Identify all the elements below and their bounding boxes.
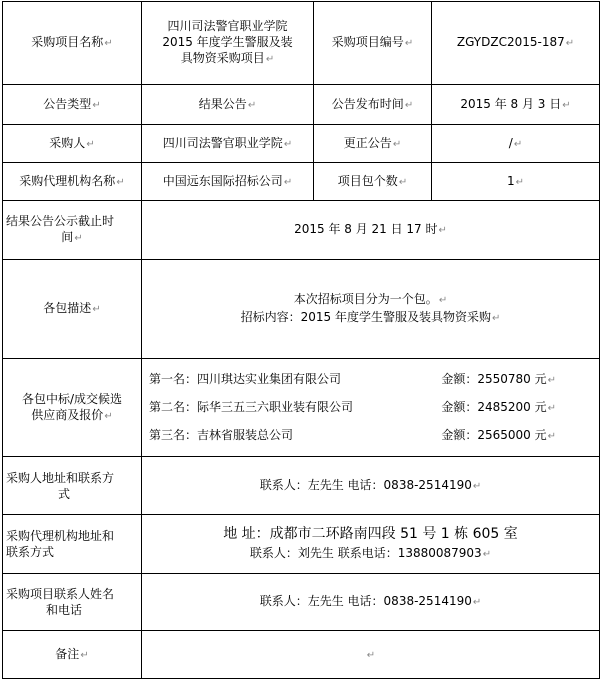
value-remarks: ↵ xyxy=(142,631,600,679)
row-candidates xyxy=(3,359,600,457)
label-package-count: 项目包个数↵ xyxy=(314,163,432,201)
value-agency-contact: 地 址：成都市二环路南四段 51 号 1 栋 605 室 联系人：刘先生 联系电话：13880087903↵ xyxy=(142,515,600,574)
value-purchaser-contact: 联系人：左先生 电话：0838-2514190↵ xyxy=(142,457,600,515)
candidate-amount: 金额：2485200 元↵ xyxy=(441,399,556,414)
value-candidates xyxy=(142,359,600,457)
value-project-code: ZGYDZC2015-187↵ xyxy=(432,2,600,85)
row-project-name xyxy=(3,2,600,85)
candidate-rank: 第三名：吉林省服装总公司 xyxy=(149,427,294,442)
label-candidates: 各包中标/成交候选 供应商及报价↵ xyxy=(3,359,142,457)
row-package-description xyxy=(3,260,600,359)
procurement-result-table xyxy=(2,1,600,679)
value-correction-notice: /↵ xyxy=(432,125,600,163)
label-purchaser: 采购人↵ xyxy=(3,125,142,163)
label-publish-date: 公告发布时间↵ xyxy=(314,85,432,125)
value-project-name: 四川司法警官职业学院 2015 年度学生警服及装 具物资采购项目↵ xyxy=(142,2,314,85)
label-project-code: 采购项目编号↵ xyxy=(314,2,432,85)
candidate-row xyxy=(145,422,596,450)
value-publish-date: 2015 年 8 月 3 日↵ xyxy=(432,85,600,125)
row-notice-type xyxy=(3,85,600,125)
value-project-contact: 联系人：左先生 电话：0838-2514190↵ xyxy=(142,574,600,631)
value-agency-name: 中国远东国际招标公司↵ xyxy=(142,163,314,201)
candidate-row xyxy=(145,394,596,422)
value-package-count: 1↵ xyxy=(432,163,600,201)
label-agency-contact: 采购代理机构地址和 联系方式 xyxy=(3,515,142,574)
label-project-contact: 采购项目联系人姓名 和电话 xyxy=(3,574,142,631)
row-remarks xyxy=(3,631,600,679)
label-remarks: 备注↵ xyxy=(3,631,142,679)
row-purchaser-contact xyxy=(3,457,600,515)
label-agency-name: 采购代理机构名称↵ xyxy=(3,163,142,201)
candidate-amount: 金额：2565000 元↵ xyxy=(441,427,556,442)
row-project-contact xyxy=(3,574,600,631)
candidate-rank: 第一名：四川琪达实业集团有限公司 xyxy=(149,371,342,386)
value-package-description: 本次招标项目分为一个包。↵ 招标内容：2015 年度学生警服及装具物资采购↵ xyxy=(142,260,600,359)
value-deadline: 2015 年 8 月 21 日 17 时↵ xyxy=(142,201,600,260)
candidate-rank: 第二名：际华三五三六职业装有限公司 xyxy=(149,399,354,414)
candidate-amount: 金额：2550780 元↵ xyxy=(441,371,556,386)
row-agency xyxy=(3,163,600,201)
value-notice-type: 结果公告↵ xyxy=(142,85,314,125)
label-package-description: 各包描述↵ xyxy=(3,260,142,359)
value-purchaser: 四川司法警官职业学院↵ xyxy=(142,125,314,163)
candidate-row xyxy=(145,366,596,394)
label-purchaser-contact: 采购人地址和联系方 式 xyxy=(3,457,142,515)
label-notice-type: 公告类型↵ xyxy=(3,85,142,125)
row-deadline xyxy=(3,201,600,260)
label-correction-notice: 更正公告↵ xyxy=(314,125,432,163)
row-purchaser xyxy=(3,125,600,163)
row-agency-contact xyxy=(3,515,600,574)
label-deadline: 结果公告公示截止时 间↵ xyxy=(3,201,142,260)
label-project-name: 采购项目名称↵ xyxy=(3,2,142,85)
